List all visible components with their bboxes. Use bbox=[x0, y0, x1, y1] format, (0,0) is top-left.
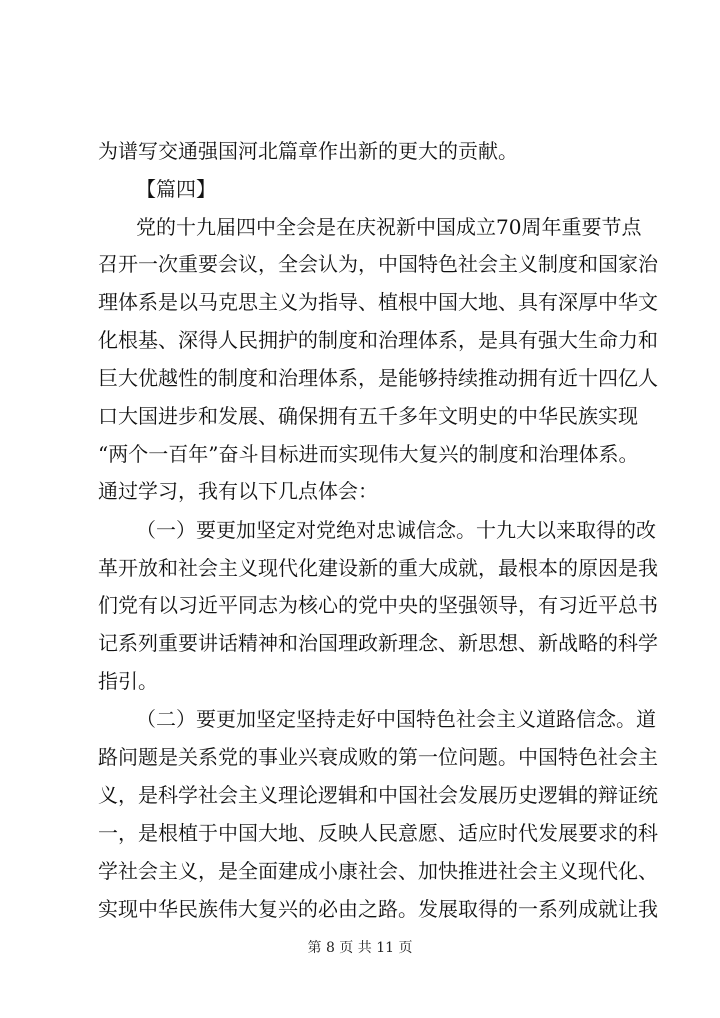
text-line-15: 指引。 bbox=[98, 669, 158, 693]
text-line-19: 一，是根植于中国大地、反映人民意愿、适应时代发展要求的科 bbox=[98, 821, 658, 845]
text-line-20: 学社会主义，是全面建成小康社会、加快推进社会主义现代化、 bbox=[98, 859, 658, 883]
text-line-13: 们党有以习近平同志为核心的党中央的坚强领导，有习近平总书 bbox=[98, 593, 658, 617]
text-line-7: 巨大优越性的制度和治理体系，是能够持续推动拥有近十四亿人 bbox=[98, 366, 658, 390]
text-line-12: 革开放和社会主义现代化建设新的重大成就，最根本的原因是我 bbox=[98, 556, 658, 580]
text-line-9: “两个一百年”奋斗目标进而实现伟大复兴的制度和治理体系。 bbox=[98, 442, 639, 466]
text-line-11: （一）要更加坚定对党绝对忠诚信念。十九大以来取得的改 bbox=[136, 518, 656, 542]
text-line-14: 记系列重要讲话精神和治国理政新理念、新思想、新战略的科学 bbox=[98, 631, 658, 655]
text-line-21: 实现中华民族伟大复兴的必由之路。发展取得的一系列成就让我 bbox=[98, 897, 658, 921]
text-line-16: （二）要更加坚定坚持走好中国特色社会主义道路信念。道 bbox=[136, 707, 656, 731]
text-line-5: 理体系是以马克思主义为指导、植根中国大地、具有深厚中华文 bbox=[98, 290, 658, 314]
text-line-18: 义，是科学社会主义理论逻辑和中国社会发展历史逻辑的辩证统 bbox=[98, 783, 658, 807]
text-line-6: 化根基、深得人民拥护的制度和治理体系，是具有强大生命力和 bbox=[98, 328, 658, 352]
text-line-3: 党的十九届四中全会是在庆祝新中国成立70周年重要节点 bbox=[136, 215, 642, 239]
text-line-8: 口大国进步和发展、确保拥有五千多年文明史的中华民族实现 bbox=[98, 404, 638, 428]
text-line-1: 为谱写交通强国河北篇章作出新的更大的贡献。 bbox=[98, 139, 518, 163]
page-number-footer: 第 8 页 共 11 页 bbox=[307, 940, 413, 956]
text-line-4: 召开一次重要会议，全会认为，中国特色社会主义制度和国家治 bbox=[98, 252, 658, 276]
text-line-17: 路问题是关系党的事业兴衰成败的第一位问题。中国特色社会主 bbox=[98, 745, 658, 769]
text-line-10: 通过学习，我有以下几点体会： bbox=[98, 479, 378, 503]
section-heading: 【篇四】 bbox=[136, 177, 216, 201]
